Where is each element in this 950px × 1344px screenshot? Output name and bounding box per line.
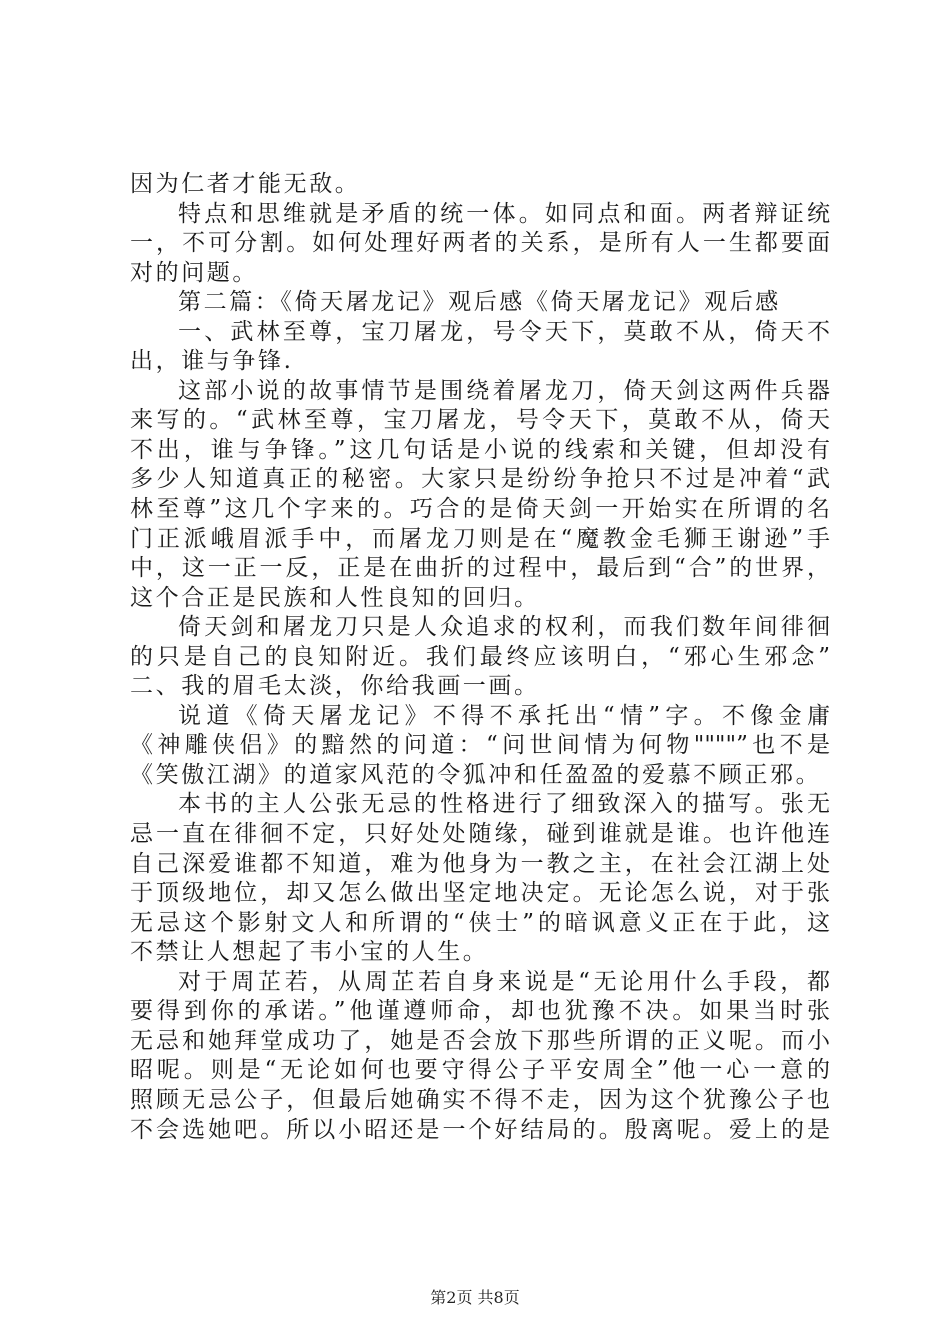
text-line: 这个合正是民族和人性良知的回归。 [130, 584, 540, 611]
text-line: 因为仁者才能无敌。 [130, 171, 361, 197]
text-line: 门正派峨眉派手中，而屠龙刀则是在“魔教金毛狮王谢逊”手 [130, 525, 830, 552]
text-line: 说道《倚天屠龙记》不得不承托出“情”字。不像金庸 [178, 702, 830, 729]
text-line: 无忌和她拜堂成功了，她是否会放下那些所谓的正义呢。而小 [130, 1027, 830, 1054]
text-line: 对的问题。 [130, 259, 258, 286]
text-line: 忌一直在徘徊不定，只好处处随缘，碰到谁就是谁。也许他连 [130, 821, 830, 848]
text-line: 二、我的眉毛太淡，你给我画一画。 [130, 673, 540, 700]
text-line: 《笑傲江湖》的道家风范的令狐冲和任盈盈的爱慕不顾正邪。 [130, 761, 822, 788]
text-line: 倚天剑和屠龙刀只是人众追求的权利，而我们数年间徘徊 [178, 614, 830, 641]
text-line: 无忌这个影射文人和所谓的“侠士”的暗讽意义正在于此，这 [130, 909, 830, 936]
text-line: 照顾无忌公子，但最后她确实不得不走，因为这个犹豫公子也 [130, 1086, 830, 1113]
page-footer [0, 1288, 950, 1308]
text-line: 的只是自己的良知附近。我们最终应该明白，“邪心生邪念” [130, 643, 830, 670]
text-line: 自己深爱谁都不知道，难为他身为一教之主，在社会江湖上处 [130, 850, 830, 877]
section-heading: 第二篇：《倚天屠龙记》观后感《倚天屠龙记》观后感 [178, 289, 781, 316]
text-line: 多少人知道真正的秘密。大家只是纷纷争抢只不过是冲着“武 [130, 466, 830, 493]
text-line: 来写的。“武林至尊，宝刀屠龙，号令天下，莫敢不从，倚天 [130, 407, 830, 434]
text-line: 不会选她吧。所以小昭还是一个好结局的。殷离呢。爱上的是 [130, 1116, 830, 1143]
text-line: 不禁让人想起了韦小宝的人生。 [130, 939, 489, 966]
text-line: 中，这一正一反，正是在曲折的过程中，最后到“合”的世界， [130, 555, 830, 582]
text-line: 一，不可分割。如何处理好两者的关系，是所有人一生都要面 [130, 230, 830, 257]
text-line: 这部小说的故事情节是围绕着屠龙刀，倚天剑这两件兵器 [178, 377, 830, 404]
text-line: 特点和思维就是矛盾的统一体。如同点和面。两者辩证统 [178, 200, 830, 227]
text-line: 不出，谁与争锋。”这几句话是小说的线索和关键，但却没有 [130, 436, 830, 463]
text-line: 出，谁与争锋. [130, 348, 294, 375]
body-text [130, 170, 830, 1145]
text-line: 《神雕侠侣》的黯然的问道：“问世间情为何物""""”也不是 [130, 732, 830, 759]
text-line: 林至尊”这几个字来的。巧合的是倚天剑一开始实在所谓的名 [130, 496, 830, 523]
text-line: 对于周芷若，从周芷若自身来说是“无论用什么手段，都 [178, 968, 830, 995]
text-line: 昭呢。则是“无论如何也要守得公子平安周全”他一心一意的 [130, 1057, 830, 1084]
text-line: 于顶级地位，却又怎么做出坚定地决定。无论怎么说，对于张 [130, 880, 830, 907]
text-line: 一、武林至尊，宝刀屠龙，号令天下，莫敢不从，倚天不 [178, 318, 830, 345]
page-number: 第2页 共8页 [430, 1288, 520, 1307]
text-line: 本书的主人公张无忌的性格进行了细致深入的描写。张无 [178, 791, 830, 818]
text-line: 要得到你的承诺。”他谨遵师命，却也犹豫不决。如果当时张 [130, 998, 830, 1025]
